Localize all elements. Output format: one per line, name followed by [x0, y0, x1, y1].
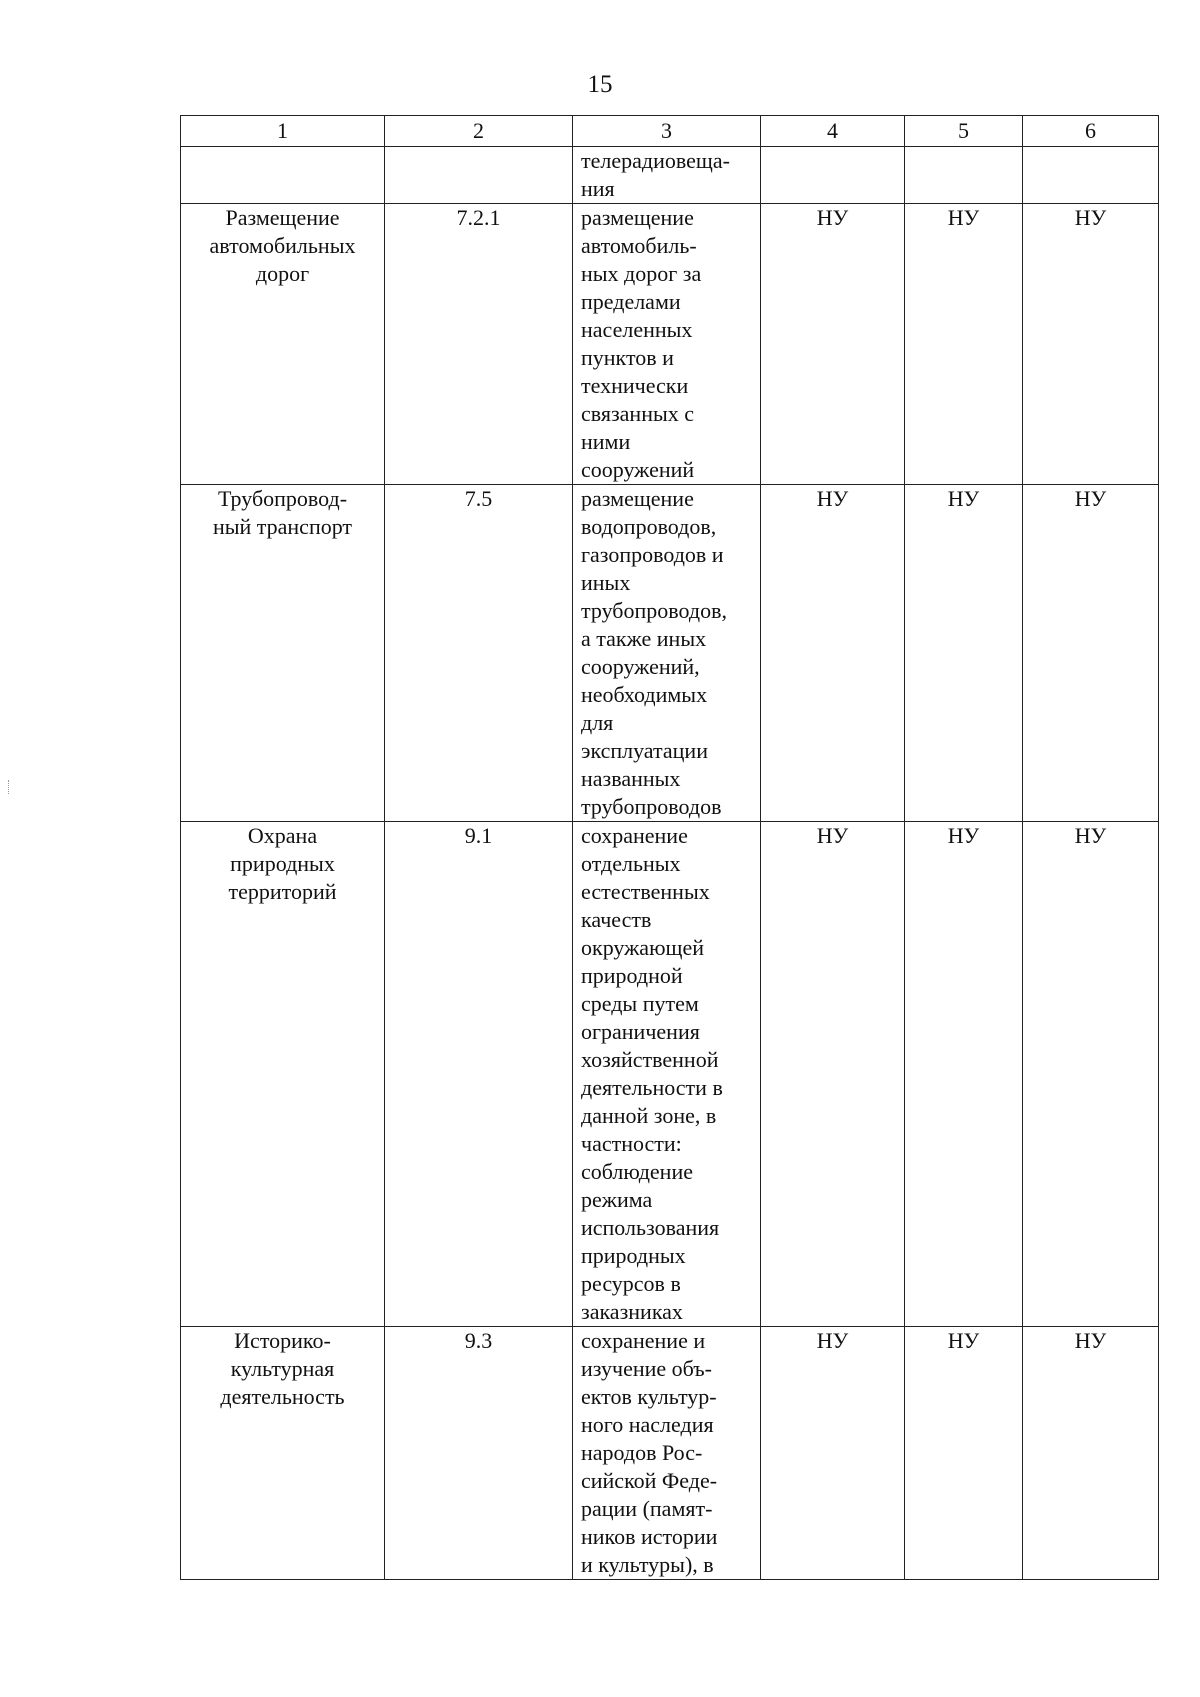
description-cell: телерадиовеща- ния: [573, 147, 761, 204]
value-cell-col6: НУ: [1023, 822, 1159, 1327]
description-cell: сохранение отдельных естественных качеств окружающей природной среды путем ограничения хозяйственной деятельности в данной зоне, в частности: соблюдение режима использования природных ресурсов в заказниках: [573, 822, 761, 1327]
value-cell-col4: НУ: [761, 822, 905, 1327]
description-cell: сохранение и изучение объ- ектов культур- ного наследия народов Рос- сийской Феде- рации (памят- ников истории и культуры), в: [573, 1327, 761, 1580]
column-header-2: 2: [385, 116, 573, 147]
code-cell: 9.1: [385, 822, 573, 1327]
value-cell-col5: НУ: [905, 204, 1023, 485]
value-cell-col4: НУ: [761, 204, 905, 485]
value-cell-col5: НУ: [905, 822, 1023, 1327]
code-cell: 9.3: [385, 1327, 573, 1580]
value-cell-col6: НУ: [1023, 1327, 1159, 1580]
table-row: [181, 485, 1159, 822]
table-row: [181, 204, 1159, 485]
column-header-3: 3: [573, 116, 761, 147]
land-use-name-cell: [181, 147, 385, 204]
page-number: 15: [587, 71, 613, 98]
scan-artifact: [8, 780, 12, 794]
value-cell-col5: НУ: [905, 485, 1023, 822]
value-cell-col4: НУ: [761, 1327, 905, 1580]
land-use-name-cell: Охрана природных территорий: [181, 822, 385, 1327]
code-cell: 7.2.1: [385, 204, 573, 485]
value-cell-col5: [905, 147, 1023, 204]
value-cell-col4: НУ: [761, 485, 905, 822]
land-use-name-cell: Историко- культурная деятельность: [181, 1327, 385, 1580]
description-cell: размещение водопроводов, газопроводов и иных трубопроводов, а также иных сооружений, необходимых для эксплуатации названных трубопроводов: [573, 485, 761, 822]
table-row: [181, 1327, 1159, 1580]
value-cell-col6: НУ: [1023, 485, 1159, 822]
description-cell: размещение автомобиль- ных дорог за пределами населенных пунктов и технически связанных с ними сооружений: [573, 204, 761, 485]
header-row: [181, 116, 1159, 147]
column-header-4: 4: [761, 116, 905, 147]
column-header-6: 6: [1023, 116, 1159, 147]
column-header-1: 1: [181, 116, 385, 147]
code-cell: [385, 147, 573, 204]
value-cell-col6: [1023, 147, 1159, 204]
value-cell-col6: НУ: [1023, 204, 1159, 485]
value-cell-col4: [761, 147, 905, 204]
code-cell: 7.5: [385, 485, 573, 822]
land-use-name-cell: Размещение автомобильных дорог: [181, 204, 385, 485]
table-row: [181, 822, 1159, 1327]
column-header-5: 5: [905, 116, 1023, 147]
table-row: [181, 147, 1159, 204]
value-cell-col5: НУ: [905, 1327, 1023, 1580]
zoning-table: [180, 115, 1159, 1580]
land-use-name-cell: Трубопровод- ный транспорт: [181, 485, 385, 822]
